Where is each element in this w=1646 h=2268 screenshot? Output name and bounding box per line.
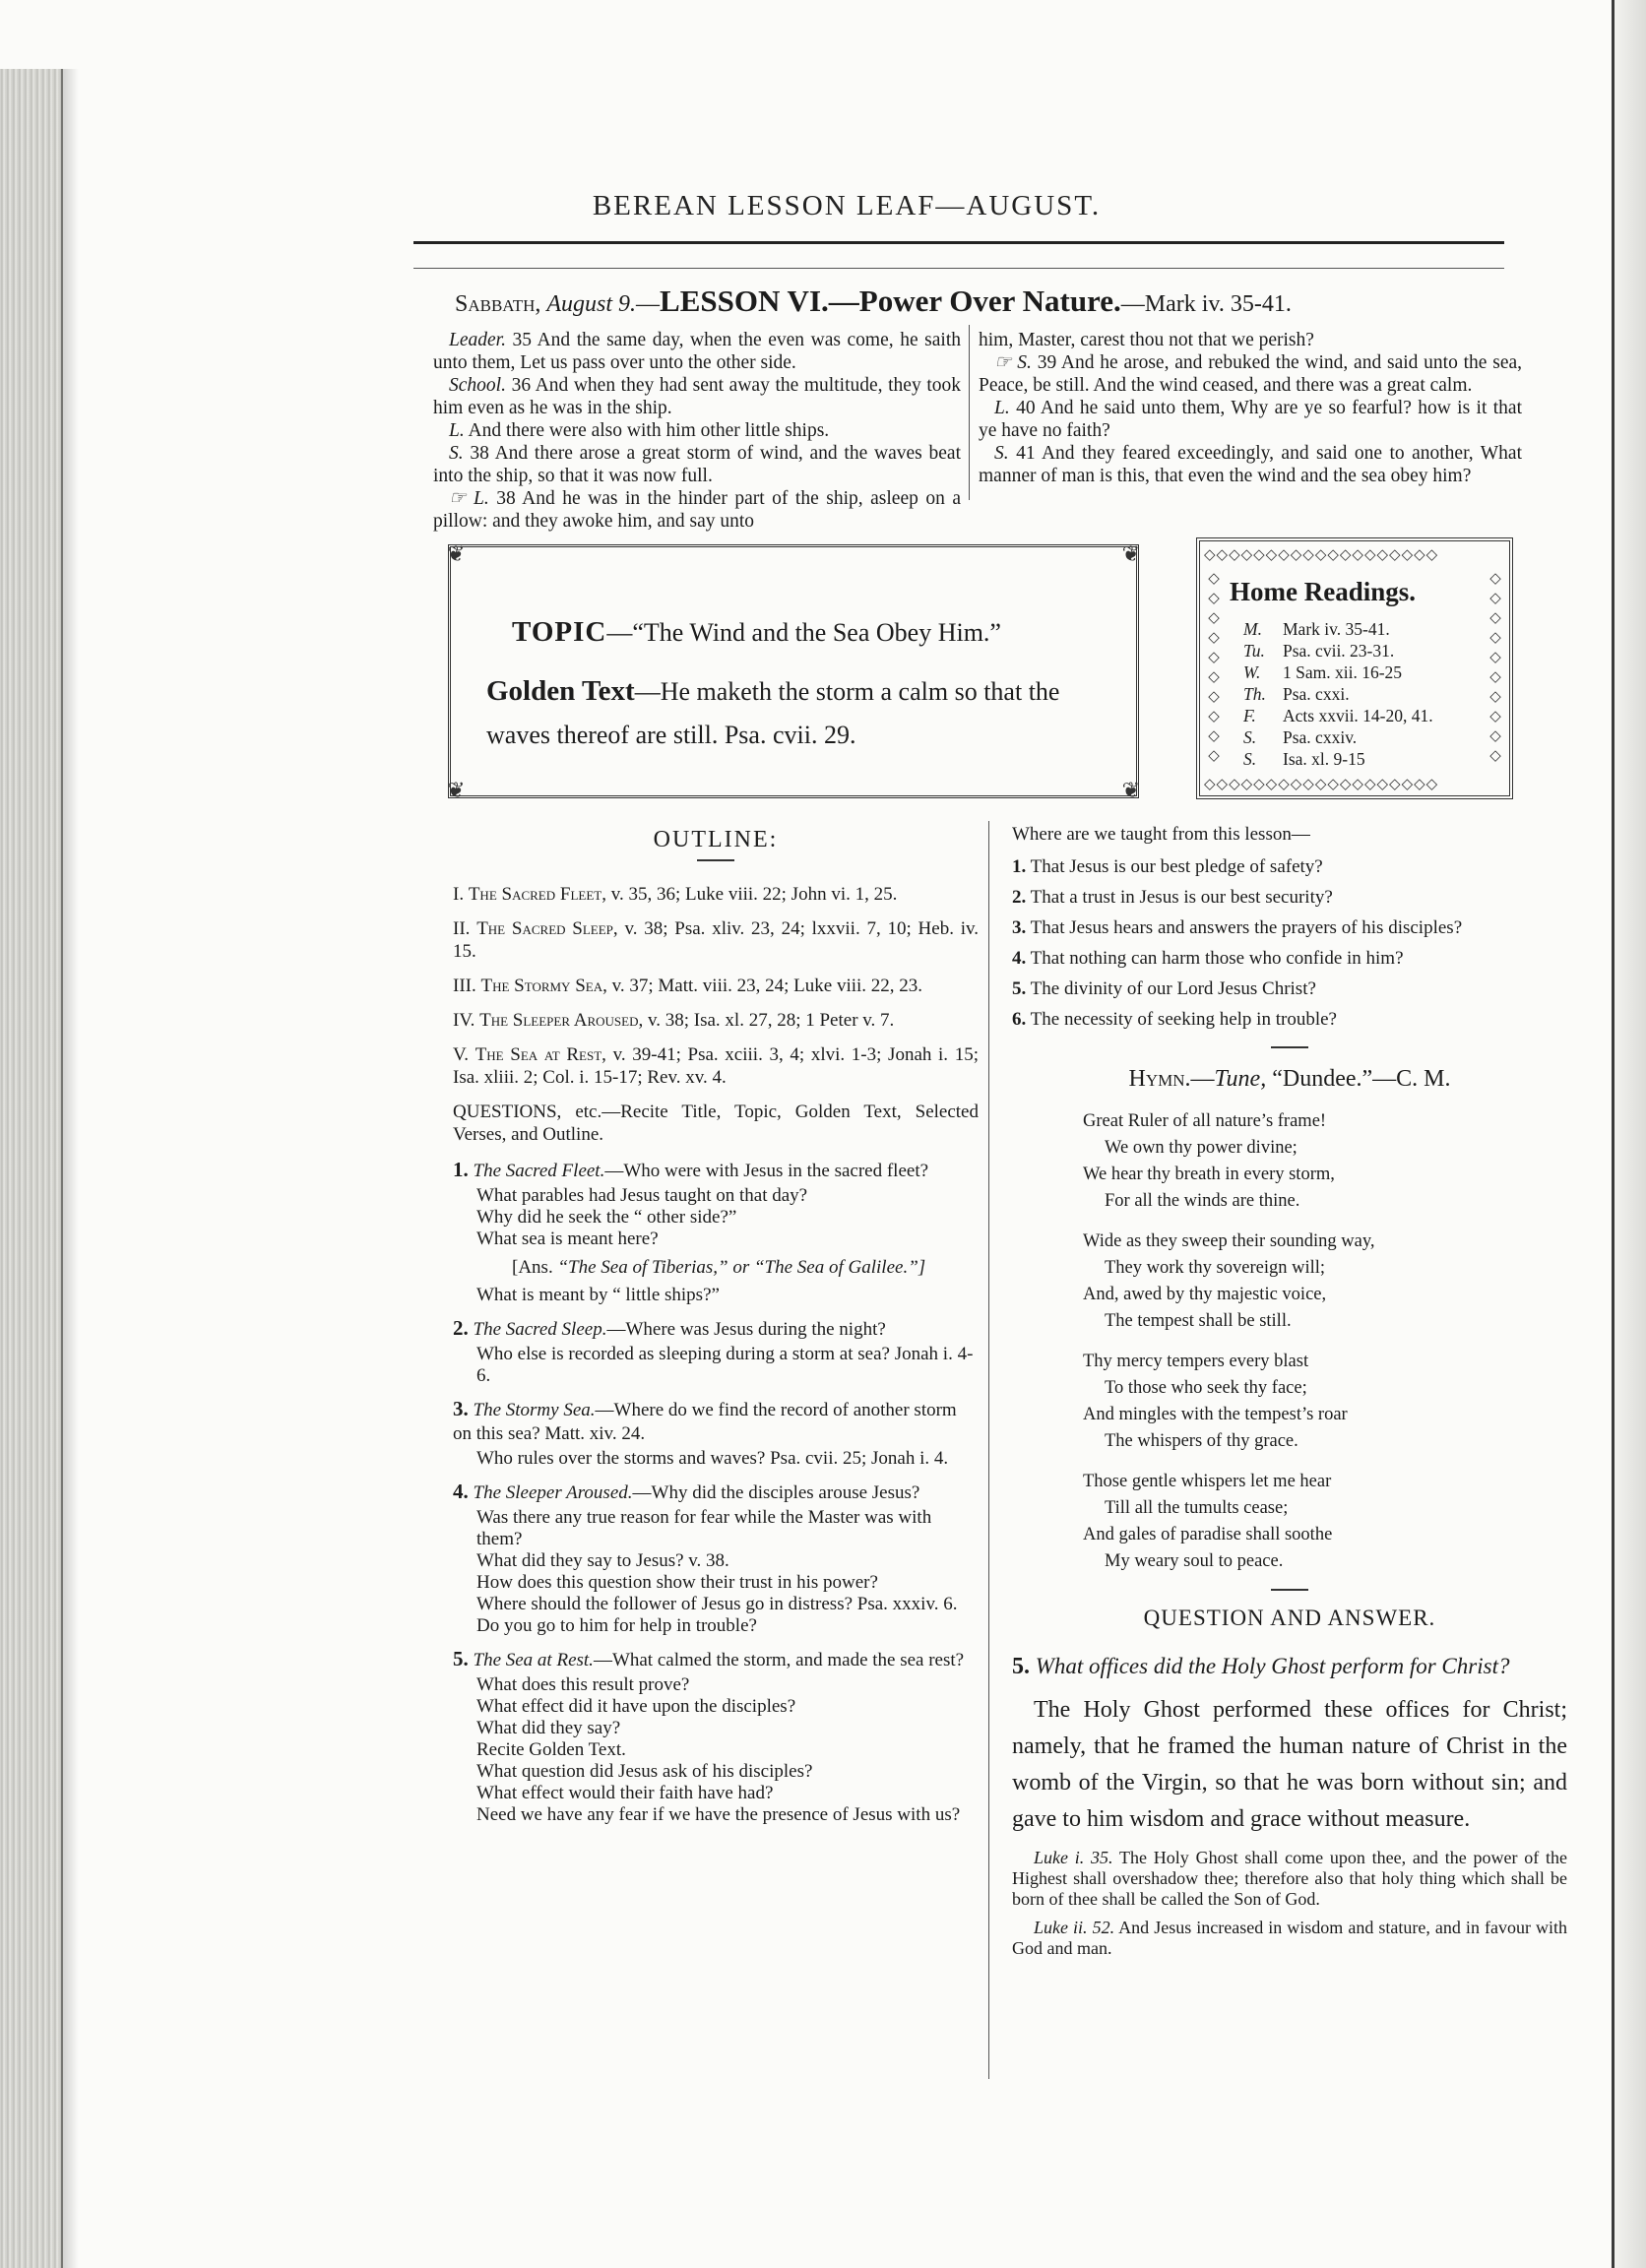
outline-list bbox=[453, 883, 979, 1089]
qa-number: 5. bbox=[1012, 1654, 1030, 1679]
reading-day: S. bbox=[1243, 727, 1257, 747]
topic-line bbox=[512, 616, 1001, 649]
scripture-verse bbox=[979, 442, 1522, 487]
question-group bbox=[453, 1316, 979, 1387]
questions-intro: QUESTIONS, etc.—Recite Title, Topic, Golden Text, Selected Verses, and Outline. bbox=[453, 1102, 979, 1145]
taught-number: 5. bbox=[1012, 978, 1027, 999]
lesson-reference: —Mark iv. 35-41. bbox=[1120, 291, 1292, 317]
question-item: Who else is recorded as sleeping during a storm at sea? Jonah i. 4-6. bbox=[476, 1344, 974, 1386]
section-divider bbox=[697, 859, 734, 861]
question-number: 1. bbox=[453, 1158, 469, 1181]
question-item: What is meant by “ little ships?” bbox=[476, 1285, 720, 1305]
next-page-edge bbox=[1612, 0, 1646, 2268]
questions-list bbox=[453, 1158, 979, 1826]
taught-item bbox=[1012, 853, 1567, 880]
outline-title: The Sacred Sleep, bbox=[476, 918, 618, 939]
hymn-stanzas bbox=[1012, 1108, 1567, 1575]
reading-ref: Isa. xl. 9-15 bbox=[1283, 749, 1365, 769]
reading-day: W. bbox=[1243, 662, 1261, 682]
question-group-title bbox=[453, 1647, 979, 1672]
question-item: What effect did it have upon the disciples? bbox=[476, 1696, 796, 1717]
topic-box bbox=[447, 541, 1140, 802]
verse-text: 41 And they feared exceedingly, and said one to another, What manner of man is this, that even the wind and the sea obey him? bbox=[979, 443, 1522, 486]
answer-label: [Ans. bbox=[512, 1257, 553, 1278]
scripture-verse bbox=[433, 442, 961, 487]
question-item: What effect would their faith have had? bbox=[476, 1783, 774, 1803]
verse-speaker: L. bbox=[449, 420, 465, 441]
question-number: 3. bbox=[453, 1397, 469, 1420]
question-group-title bbox=[453, 1480, 979, 1505]
hymn-tune: “Dundee.”—C. M. bbox=[1272, 1066, 1451, 1092]
home-readings-box bbox=[1196, 537, 1513, 799]
taught-list bbox=[1012, 853, 1567, 1033]
hymn-line: Great Ruler of all nature’s frame! bbox=[1083, 1111, 1327, 1131]
scripture-verse bbox=[979, 397, 1522, 442]
outline-num: IV. bbox=[453, 1010, 475, 1031]
page-header-title: BEREAN LESSON LEAF—AUGUST. bbox=[592, 190, 1102, 221]
hymn-line: To those who seek thy face; bbox=[1105, 1378, 1307, 1398]
taught-number: 3. bbox=[1012, 917, 1027, 938]
home-readings-title: Home Readings. bbox=[1230, 577, 1416, 606]
question-lead: —Where do we find the record of another storm on this sea? Matt. xiv. 24. bbox=[453, 1400, 957, 1444]
question-topic: The Stormy Sea. bbox=[473, 1400, 596, 1420]
hymn-line: And, awed by thy majestic voice, bbox=[1083, 1285, 1327, 1304]
lesson-date: August 9. bbox=[546, 291, 637, 317]
reading-ref: Psa. cxxi. bbox=[1283, 684, 1350, 704]
question-item: What parables had Jesus taught on that day? bbox=[476, 1185, 808, 1206]
hymn-heading bbox=[1012, 1066, 1567, 1093]
question-topic: The Sea at Rest. bbox=[473, 1650, 594, 1670]
outline-refs: v. 37; Matt. viii. 23, 24; Luke viii. 22, 23. bbox=[611, 976, 923, 996]
hymn-line: Till all the tumults cease; bbox=[1105, 1498, 1289, 1518]
outline-title: The Sleeper Aroused, bbox=[479, 1010, 644, 1031]
scripture-right-column bbox=[979, 329, 1522, 487]
question-topic: The Sleeper Aroused. bbox=[473, 1482, 633, 1503]
hymn-tune-prefix: — bbox=[1190, 1066, 1215, 1092]
verse-speaker: S. bbox=[994, 443, 1009, 464]
lesson-title-line bbox=[455, 284, 1498, 319]
answer-note bbox=[512, 1256, 979, 1279]
corner-ornament-icon: ❦ bbox=[1121, 778, 1140, 802]
hymn-label: Hymn. bbox=[1128, 1066, 1191, 1092]
proof-body: The Holy Ghost shall come upon thee, and the power of the Highest shall overshadow thee; therefore also that holy thing which shall be born of thee shall be called the Son of God. bbox=[1012, 1848, 1568, 1909]
topic-text: —“The Wind and the Sea Obey Him.” bbox=[606, 618, 1001, 647]
proof-ref: Luke ii. 52. bbox=[1034, 1918, 1115, 1937]
question-group-title bbox=[453, 1316, 979, 1342]
verse-text: 36 And when they had sent away the multitude, they took him even as he was in the ship. bbox=[433, 375, 961, 418]
home-reading-item bbox=[1243, 662, 1433, 683]
taught-number: 1. bbox=[1012, 856, 1027, 877]
question-item: What question did Jesus ask of his disciples? bbox=[476, 1761, 813, 1782]
ornament-border-bottom: ◇◇◇◇◇◇◇◇◇◇◇◇◇◇◇◇◇◇◇ bbox=[1204, 777, 1439, 792]
question-item: Need we have any fear if we have the presence of Jesus with us? bbox=[476, 1804, 961, 1825]
home-reading-item bbox=[1243, 726, 1433, 748]
question-topic: The Sacred Fleet. bbox=[473, 1161, 605, 1181]
question-group-title bbox=[453, 1158, 979, 1183]
outline-title: The Stormy Sea, bbox=[480, 976, 607, 996]
taught-number: 2. bbox=[1012, 887, 1027, 908]
hymn-line: Wide as they sweep their sounding way, bbox=[1083, 1231, 1375, 1251]
outline-title: The Sacred Fleet, bbox=[468, 884, 606, 905]
qa-proof-texts bbox=[1012, 1848, 1567, 1959]
scripture-verse bbox=[979, 329, 1522, 351]
proof-text bbox=[1012, 1848, 1567, 1910]
ornament-border-right: ◇ ◇ ◇ ◇ ◇ ◇ ◇ ◇ ◇ ◇ bbox=[1489, 571, 1501, 764]
question-number: 4. bbox=[453, 1480, 469, 1503]
verse-text: 38 And there arose a great storm of wind, and the waves beat into the ship, so that it was now full. bbox=[433, 443, 961, 486]
hymn-line: For all the winds are thine. bbox=[1105, 1191, 1300, 1211]
taught-item bbox=[1012, 976, 1567, 1002]
taught-item bbox=[1012, 945, 1567, 972]
ornament-border-left: ◇ ◇ ◇ ◇ ◇ ◇ ◇ ◇ ◇ ◇ bbox=[1208, 571, 1220, 764]
corner-ornament-icon: ❦ bbox=[1121, 541, 1140, 566]
question-lead: —Who were with Jesus in the sacred fleet? bbox=[604, 1161, 929, 1181]
home-reading-item bbox=[1243, 640, 1433, 662]
hymn-line: The tempest shall be still. bbox=[1105, 1311, 1292, 1331]
qa-heading: QUESTION AND ANSWER. bbox=[1143, 1606, 1436, 1630]
main-column-rule bbox=[988, 821, 989, 2079]
outline-item bbox=[453, 917, 979, 963]
reading-ref: Acts xxvii. 14-20, 41. bbox=[1283, 706, 1433, 725]
verse-speaker: L. bbox=[994, 398, 1010, 418]
scripture-left-column bbox=[433, 329, 961, 533]
lesson-title: LESSON VI.—Power Over Nature. bbox=[660, 284, 1121, 318]
section-divider bbox=[1271, 1589, 1308, 1591]
taught-text: The divinity of our Lord Jesus Christ? bbox=[1030, 978, 1316, 999]
proof-ref: Luke i. 35. bbox=[1034, 1848, 1113, 1867]
question-item: What sea is meant here? bbox=[476, 1228, 659, 1249]
qa-answer: The Holy Ghost performed these offices for Christ; namely, that he framed the human nature of Christ in the womb of the Virgin, so that he was born without sin; and gave to him wisdom and grace without measure. bbox=[1012, 1697, 1567, 1832]
hymn-line: Those gentle whispers let me hear bbox=[1083, 1472, 1332, 1491]
question-topic: The Sacred Sleep. bbox=[473, 1319, 607, 1340]
scripture-column-rule bbox=[969, 325, 970, 500]
scripture-verse bbox=[433, 329, 961, 374]
question-item: How does this question show their trust in his power? bbox=[476, 1572, 878, 1593]
hymn-tune-label: Tune, bbox=[1214, 1066, 1267, 1092]
question-lead: —What calmed the storm, and made the sea rest? bbox=[593, 1650, 965, 1670]
reading-ref: Psa. cvii. 23-31. bbox=[1283, 641, 1395, 661]
book-spine-edges bbox=[0, 69, 63, 2268]
ornament-border-top: ◇◇◇◇◇◇◇◇◇◇◇◇◇◇◇◇◇◇◇ bbox=[1204, 547, 1439, 563]
question-lead: —Why did the disciples arouse Jesus? bbox=[632, 1482, 920, 1503]
proof-text bbox=[1012, 1918, 1567, 1959]
taught-item bbox=[1012, 884, 1567, 911]
home-reading-item bbox=[1243, 683, 1433, 705]
taught-item bbox=[1012, 1006, 1567, 1033]
outline-num: I. bbox=[453, 884, 465, 905]
home-reading-item bbox=[1243, 618, 1433, 640]
taught-intro: Where are we taught from this lesson— bbox=[1012, 824, 1310, 845]
topic-label: TOPIC bbox=[512, 616, 607, 648]
qa-question bbox=[1012, 1649, 1567, 1684]
outline-num: III. bbox=[453, 976, 476, 996]
taught-number: 4. bbox=[1012, 948, 1027, 969]
question-item: Why did he seek the “ other side?” bbox=[476, 1207, 737, 1228]
reading-ref: Mark iv. 35-41. bbox=[1283, 619, 1390, 639]
verse-speaker: ☞ S. bbox=[994, 352, 1032, 373]
hymn-stanza bbox=[1083, 1108, 1567, 1215]
taught-text: The necessity of seeking help in trouble? bbox=[1030, 1009, 1337, 1030]
outline-item bbox=[453, 975, 979, 997]
question-number: 2. bbox=[453, 1316, 469, 1340]
question-number: 5. bbox=[453, 1647, 469, 1670]
taught-item bbox=[1012, 914, 1567, 941]
hymn-line: The whispers of thy grace. bbox=[1105, 1431, 1298, 1451]
reading-day: S. bbox=[1243, 749, 1257, 769]
reading-day: Th. bbox=[1243, 684, 1266, 704]
outline-refs: v. 35, 36; Luke viii. 22; John vi. 1, 25. bbox=[610, 884, 898, 905]
home-reading-item bbox=[1243, 705, 1433, 726]
verse-text: him, Master, carest thou not that we perish? bbox=[979, 330, 1314, 350]
verse-speaker: School. bbox=[449, 375, 506, 396]
proof-body: And Jesus increased in wisdom and stature, and in favour with God and man. bbox=[1012, 1918, 1568, 1958]
reading-ref: Psa. cxxiv. bbox=[1283, 727, 1358, 747]
golden-text bbox=[486, 669, 1116, 757]
verse-speaker: ☞ L. bbox=[449, 488, 489, 509]
corner-ornament-icon: ❦ bbox=[447, 778, 466, 802]
scripture-verse bbox=[433, 487, 961, 533]
taught-text: That a trust in Jesus is our best security? bbox=[1030, 887, 1333, 908]
taught-text: That nothing can harm those who confide in him? bbox=[1030, 948, 1404, 969]
question-item: What did they say? bbox=[476, 1718, 621, 1738]
outline-refs: v. 38; Psa. xliv. 23, 24; lxxvii. 7, 10; Heb. iv. 15. bbox=[453, 918, 980, 962]
verse-text: 40 And he said unto them, Why are ye so fearful? how is it that ye have no faith? bbox=[979, 398, 1523, 441]
question-group bbox=[453, 1480, 979, 1637]
answer-text: “The Sea of Tiberias,” or “The Sea of Galilee.”] bbox=[557, 1257, 926, 1278]
section-divider bbox=[1271, 1046, 1308, 1048]
scripture-verse bbox=[433, 374, 961, 419]
header-rule-heavy bbox=[413, 241, 1504, 244]
lesson-day-label: Sabbath, bbox=[455, 291, 541, 317]
outline-item bbox=[453, 1043, 979, 1089]
question-group bbox=[453, 1647, 979, 1826]
reading-ref: 1 Sam. xii. 16-25 bbox=[1283, 662, 1403, 682]
verse-speaker: S. bbox=[449, 443, 464, 464]
outline-num: II. bbox=[453, 918, 471, 939]
gutter-shadow bbox=[61, 69, 79, 2268]
hymn-line: And gales of paradise shall soothe bbox=[1083, 1525, 1333, 1544]
question-item: What did they say to Jesus? v. 38. bbox=[476, 1550, 729, 1571]
hymn-line: Thy mercy tempers every blast bbox=[1083, 1352, 1309, 1371]
question-item: Was there any true reason for fear while the Master was with them? bbox=[476, 1507, 932, 1549]
outline-item bbox=[453, 883, 979, 906]
corner-ornament-icon: ❦ bbox=[447, 541, 466, 566]
question-item: Where should the follower of Jesus go in distress? Psa. xxxiv. 6. bbox=[476, 1594, 958, 1614]
home-readings-list bbox=[1243, 618, 1433, 770]
taught-number: 6. bbox=[1012, 1009, 1027, 1030]
verse-speaker: Leader. bbox=[449, 330, 506, 350]
golden-text-body: —He maketh the storm a calm so that the waves thereof are still. Psa. cvii. 29. bbox=[486, 677, 1060, 749]
outline-num: V. bbox=[453, 1044, 470, 1065]
reading-day: Tu. bbox=[1243, 641, 1265, 661]
hymn-line: My weary soul to peace. bbox=[1105, 1551, 1284, 1571]
question-item: What does this result prove? bbox=[476, 1674, 690, 1695]
lesson-dash: — bbox=[636, 291, 661, 317]
outline-column bbox=[453, 829, 979, 1826]
reading-day: M. bbox=[1243, 619, 1262, 639]
verse-text: 35 And the same day, when the even was come, he saith unto them, Let us pass over unto the other side. bbox=[433, 330, 961, 373]
home-reading-item bbox=[1243, 748, 1433, 770]
scripture-verse bbox=[979, 351, 1522, 397]
hymn-stanza bbox=[1083, 1228, 1567, 1335]
outline-item bbox=[453, 1009, 979, 1032]
hymn-line: And mingles with the tempest’s roar bbox=[1083, 1405, 1348, 1424]
question-lead: —Where was Jesus during the night? bbox=[606, 1319, 886, 1340]
header-rule-light bbox=[413, 268, 1504, 269]
outline-heading: OUTLINE: bbox=[653, 827, 779, 852]
taught-text: That Jesus hears and answers the prayers of his disciples? bbox=[1030, 917, 1463, 938]
scripture-verse bbox=[433, 419, 961, 442]
right-column bbox=[1012, 821, 1567, 1967]
question-item: Do you go to him for help in trouble? bbox=[476, 1615, 757, 1636]
question-group-title bbox=[453, 1397, 979, 1446]
verse-text: And there were also with him other little ships. bbox=[468, 420, 830, 441]
outline-refs: v. 39-41; Psa. xciii. 3, 4; xlvi. 1-3; Jonah i. 15; Isa. xliii. 2; Col. i. 15-17; Rev. xv. 4. bbox=[453, 1044, 979, 1088]
hymn-stanza bbox=[1083, 1469, 1567, 1575]
question-item: Recite Golden Text. bbox=[476, 1739, 626, 1760]
hymn-line: We hear thy breath in every storm, bbox=[1083, 1165, 1335, 1184]
verse-text: 39 And he arose, and rebuked the wind, and said unto the sea, Peace, be still. And the wind ceased, and there was a great calm. bbox=[979, 352, 1523, 396]
hymn-stanza bbox=[1083, 1349, 1567, 1455]
outline-refs: v. 38; Isa. xl. 27, 28; 1 Peter v. 7. bbox=[647, 1010, 895, 1031]
outline-title: The Sea at Rest, bbox=[475, 1044, 606, 1065]
question-group bbox=[453, 1158, 979, 1306]
question-group bbox=[453, 1397, 979, 1470]
hymn-line: We own thy power divine; bbox=[1105, 1138, 1298, 1158]
qa-question-text: What offices did the Holy Ghost perform for Christ? bbox=[1035, 1654, 1510, 1678]
hymn-line: They work thy sovereign will; bbox=[1105, 1258, 1326, 1278]
reading-day: F. bbox=[1243, 706, 1256, 725]
taught-text: That Jesus is our best pledge of safety? bbox=[1030, 856, 1323, 877]
question-item: Who rules over the storms and waves? Psa. cvii. 25; Jonah i. 4. bbox=[476, 1448, 949, 1469]
verse-text: 38 And he was in the hinder part of the ship, asleep on a pillow: and they awoke him, and say unto bbox=[433, 488, 962, 532]
golden-text-label: Golden Text bbox=[486, 675, 635, 707]
